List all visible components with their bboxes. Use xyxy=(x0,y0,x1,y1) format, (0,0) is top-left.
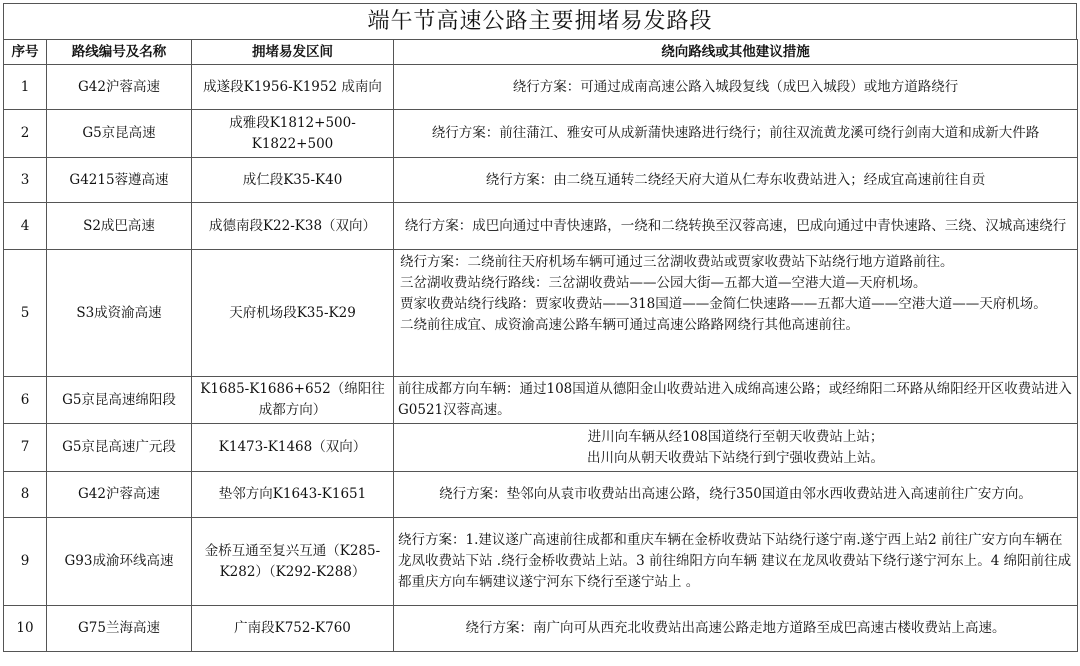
advice-line: 绕行方案：可通过成南高速公路入城段复线（成巴入城段）或地方道路绕行 xyxy=(512,78,959,95)
advice-line: 绕行方案：前往蒲江、雅安可从成新蒲快速路进行绕行；前往双流黄龙溪可绕行剑南大道和成新大件路 xyxy=(431,125,1040,141)
row-advice xyxy=(394,110,1078,158)
row-no: 9 xyxy=(4,518,47,606)
table-row xyxy=(4,518,1078,606)
row-route: G5京昆高速绵阳段 xyxy=(47,377,192,424)
row-advice xyxy=(394,158,1078,203)
row-advice xyxy=(394,250,1078,377)
row-no: 4 xyxy=(4,203,47,250)
row-route: S2成巴高速 xyxy=(47,203,192,250)
table-row xyxy=(4,158,1078,203)
row-advice xyxy=(394,606,1078,652)
row-no: 7 xyxy=(4,424,47,472)
row-section: K1685-K1686+652（绵阳往成都方向） xyxy=(192,377,394,424)
row-advice xyxy=(394,377,1078,424)
row-no: 3 xyxy=(4,158,47,203)
congestion-table xyxy=(3,39,1078,652)
row-section: 天府机场段K35-K29 xyxy=(192,250,394,377)
header-route: 路线编号及名称 xyxy=(47,40,192,65)
row-section: 金桥互通至复兴互通（K285-K282）（K292-K288） xyxy=(192,518,394,606)
advice-line: 绕行方案：垫邻向从袁市收费站出高速公路，绕行350国道由邻水西收费站进入高速前往广安方向。 xyxy=(439,486,1032,502)
advice-line: 三岔湖收费站绕行路线：三岔湖收费站——公园大街—五都大道—空港大道—天府机场。 xyxy=(400,275,927,291)
table-row xyxy=(4,65,1078,110)
row-no: 6 xyxy=(4,377,47,424)
row-route: G5京昆高速广元段 xyxy=(47,424,192,472)
header-row xyxy=(4,40,1078,65)
row-advice xyxy=(394,518,1078,606)
table-row xyxy=(4,110,1078,158)
row-section: 成遂段K1956-K1952 成南向 xyxy=(192,65,394,110)
table-row xyxy=(4,472,1078,518)
row-route: G42沪蓉高速 xyxy=(47,472,192,518)
row-advice xyxy=(394,424,1078,472)
table-row xyxy=(4,250,1078,377)
advice-line: 出川向从朝天收费站下站绕行到宁强收费站上站。 xyxy=(587,449,884,466)
row-no: 8 xyxy=(4,472,47,518)
advice-line: 绕行方案：成巴向通过中青快速路，一绕和二绕转换至汉蓉高速，巴成向通过中青快速路、三绕、汉城高速绕行 xyxy=(404,217,1067,234)
row-route: G42沪蓉高速 xyxy=(47,65,192,110)
row-section: 广南段K752-K760 xyxy=(192,606,394,652)
table-row xyxy=(4,606,1078,652)
row-route: G75兰海高速 xyxy=(47,606,192,652)
row-section: 成仁段K35-K40 xyxy=(192,158,394,203)
row-no: 10 xyxy=(4,606,47,652)
table-row xyxy=(4,424,1078,472)
advice-line: 进川向车辆从经108国道绕行至朝天收费站上站； xyxy=(587,428,884,445)
row-advice xyxy=(394,472,1078,518)
advice-line: 绕行方案：二绕前往天府机场车辆可通过三岔湖收费站或贾家收费站下站绕行地方道路前往。 xyxy=(400,254,954,270)
row-section: 垫邻方向K1643-K1651 xyxy=(192,472,394,518)
advice-line: 二绕前往成宜、成资渝高速公路车辆可通过高速公路路网绕行其他高速前往。 xyxy=(400,317,859,333)
header-section: 拥堵易发区间 xyxy=(192,40,394,65)
table-row xyxy=(4,377,1078,424)
spreadsheet xyxy=(3,3,1077,663)
advice-line: 绕行方案：由二绕互通转二绕经天府大道从仁寿东收费站进入；经成宜高速前往自贡 xyxy=(485,171,986,188)
row-section: 成雅段K1812+500-K1822+500 xyxy=(192,110,394,158)
row-route: G93成渝环线高速 xyxy=(47,518,192,606)
row-section: K1473-K1468（双向） xyxy=(192,424,394,472)
row-no: 5 xyxy=(4,250,47,377)
advice-line: 绕行方案：1.建议遂广高速前往成都和重庆车辆在金桥收费站下站绕行遂宁南.遂宁西上站2 前往广安方向车辆在龙凤收费站下站 .绕行金桥收费站上站。3 前往绵阳方向车辆 建议在龙凤收费站下绕行遂宁河东上。4 绵阳前往成都重庆方向车辆建议遂宁河东下绕行至遂宁站上 。 xyxy=(398,532,1072,590)
row-route: G4215蓉遵高速 xyxy=(47,158,192,203)
table-row xyxy=(4,203,1078,250)
advice-line: 前往成都方向车辆：通过108国道从德阳金山收费站进入成绵高速公路；或经绵阳二环路从绵阳经开区收费站进入G0521汉蓉高速。 xyxy=(398,381,1072,418)
row-route: G5京昆高速 xyxy=(47,110,192,158)
advice-line: 绕行方案：南广向可从西充北收费站出高速公路走地方道路至成巴高速古楼收费站上高速。 xyxy=(465,620,1006,636)
header-advice: 绕向路线或其他建议措施 xyxy=(394,40,1078,65)
row-advice xyxy=(394,203,1078,250)
advice-line: 贾家收费站绕行线路：贾家收费站——318国道——金简仁快速路——五都大道——空港大道——天府机场。 xyxy=(400,296,1047,312)
row-advice xyxy=(394,65,1078,110)
row-route: S3成资渝高速 xyxy=(47,250,192,377)
table-title: 端午节高速公路主要拥堵易发路段 xyxy=(3,3,1077,39)
row-no: 2 xyxy=(4,110,47,158)
advice-block xyxy=(400,250,1071,376)
header-no: 序号 xyxy=(4,40,47,65)
row-section: 成德南段K22-K38（双向） xyxy=(192,203,394,250)
row-no: 1 xyxy=(4,65,47,110)
